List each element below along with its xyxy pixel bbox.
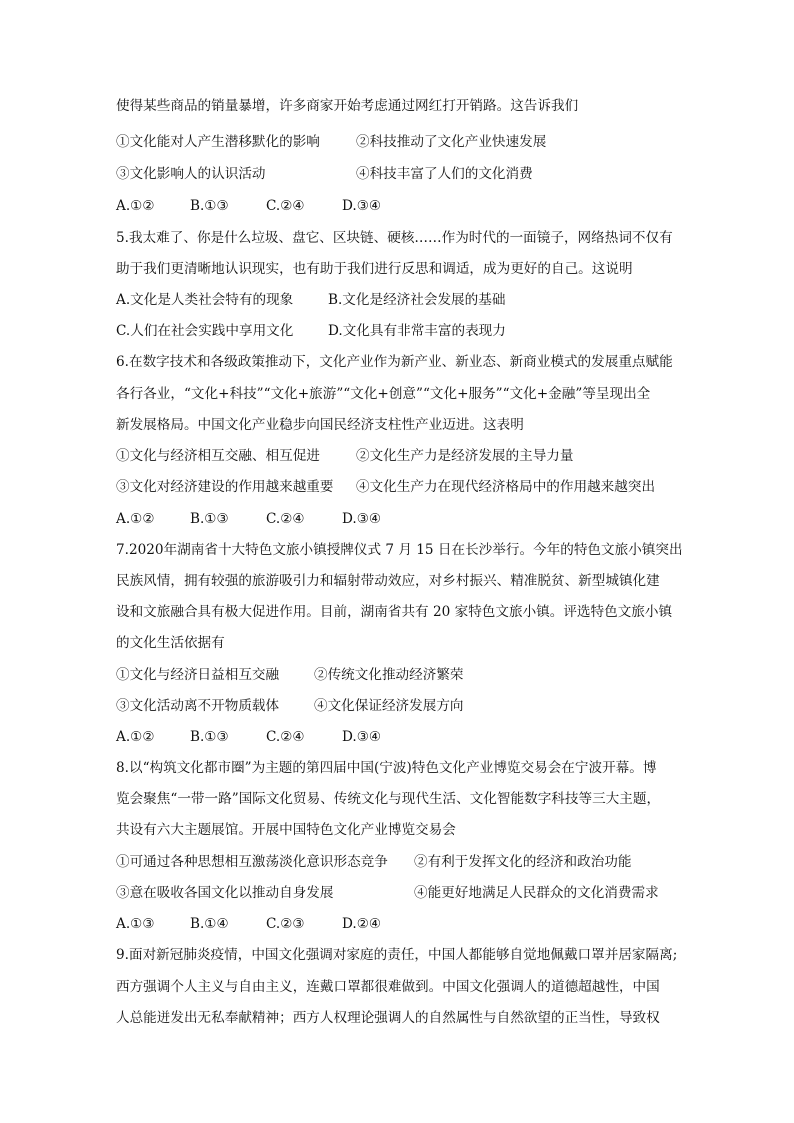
q6-choice-d: D.③④ — [342, 511, 382, 527]
q7-choice-a: A.①② — [116, 729, 155, 745]
q9-stem-line-1: 9.面对新冠肺炎疫情，中国文化强调对家庭的责任，中国人都能够自觉地佩戴口罩并居家隔离; — [116, 947, 678, 963]
q4-option-1: ①文化能对人产生潜移默化的影响 — [116, 134, 320, 150]
q9-stem-line-3: 人总能迸发出无私奉献精神；西方人权理论强调人的自然属性与自然欲望的正当性，导致权 — [116, 1010, 660, 1026]
q7-stem-line-4: 的文化生活依据有 — [116, 635, 225, 651]
q6-option-1: ①文化与经济相互交融、相互促进 — [116, 448, 320, 464]
q5-stem-line-1: 5.我太难了、你是什么垃圾、盘它、区块链、硬核……作为时代的一面镜子，网络热词不仅有 — [116, 230, 673, 246]
q8-option-3: ③意在吸收各国文化以推动自身发展 — [116, 885, 334, 901]
q6-option-3: ③文化对经济建设的作用越来越重要 — [116, 479, 334, 495]
q7-stem-line-1: 7.2020年湖南省十大特色文旅小镇授牌仪式 7 月 15 日在长沙举行。今年的特色文旅小镇突出 — [116, 542, 683, 558]
q6-option-2: ②文化生产力是经济发展的主导力量 — [356, 448, 574, 464]
q7-stem-line-3: 设和文旅融合具有极大促进作用。目前，湖南省共有 20 家特色文旅小镇。评选特色文旅小镇 — [116, 604, 673, 620]
q8-option-2: ②有利于发挥文化的经济和政治功能 — [414, 854, 632, 870]
q8-choice-b: B.①④ — [190, 916, 229, 932]
q7-option-1: ①文化与经济日益相互交融 — [116, 667, 280, 683]
q5-option-a: A.文化是人类社会特有的现象 — [116, 292, 294, 308]
q8-choice-d: D.②④ — [342, 916, 382, 932]
q4-choice-c: C.②④ — [266, 198, 305, 214]
q5-option-c: C.人们在社会实践中享用文化 — [116, 323, 294, 339]
q8-stem-line-3: 共设有六大主题展馆。开展中国特色文化产业博览交易会 — [116, 822, 456, 838]
q7-option-2: ②传统文化推动经济繁荣 — [314, 667, 464, 683]
q6-stem-line-1: 6.在数字技术和各级政策推动下，文化产业作为新产业、新业态、新商业模式的发展重点赋能 — [116, 354, 673, 370]
q8-stem-line-1: 8.以“构筑文化都市圈”为主题的第四届中国(宁波)特色文化产业博览交易会在宁波开幕。博 — [116, 760, 657, 776]
q8-choice-c: C.②③ — [266, 916, 305, 932]
q4-choice-d: D.③④ — [342, 198, 382, 214]
q6-stem-line-2: 各行各业，“文化+科技”“文化+旅游”“文化+创意”“文化+服务”“文化+金融”等呈现出全 — [116, 386, 651, 402]
q4-option-2: ②科技推动了文化产业快速发展 — [356, 134, 547, 150]
q5-option-d: D.文化具有非常丰富的表现力 — [328, 323, 506, 339]
q8-choice-a: A.①③ — [116, 916, 155, 932]
q4-choice-b: B.①③ — [190, 198, 229, 214]
q7-choice-b: B.①③ — [190, 729, 229, 745]
q5-stem-line-2: 助于我们更清晰地认识现实，也有助于我们进行反思和调适，成为更好的自己。这说明 — [116, 261, 633, 277]
q7-choice-d: D.③④ — [342, 729, 382, 745]
q6-choice-b: B.①③ — [190, 511, 229, 527]
q7-choice-c: C.②④ — [266, 729, 305, 745]
q7-option-4: ④文化保证经济发展方向 — [314, 698, 464, 714]
q4-stem-tail: 使得某些商品的销量暴增，许多商家开始考虑通过网红打开销路。这告诉我们 — [116, 98, 579, 114]
q4-option-4: ④科技丰富了人们的文化消费 — [356, 166, 533, 182]
q6-choice-a: A.①② — [116, 511, 155, 527]
q5-option-b: B.文化是经济社会发展的基础 — [328, 292, 506, 308]
q6-option-4: ④文化生产力在现代经济格局中的作用越来越突出 — [356, 479, 656, 495]
q6-stem-line-3: 新发展格局。中国文化产业稳步向国民经济支柱性产业迈进。这表明 — [116, 417, 524, 433]
q4-choice-a: A.①② — [116, 198, 155, 214]
q7-stem-line-2: 民族风情，拥有较强的旅游吸引力和辐射带动效应，对乡村振兴、精准脱贫、新型城镇化建 — [116, 573, 660, 589]
q6-choice-c: C.②④ — [266, 511, 305, 527]
q4-option-3: ③文化影响人的认识活动 — [116, 166, 266, 182]
q8-stem-line-2: 览会聚焦“一带一路”国际文化贸易、传统文化与现代生活、文化智能数字科技等三大主题， — [116, 791, 661, 807]
q7-option-3: ③文化活动离不开物质载体 — [116, 698, 280, 714]
q8-option-4: ④能更好地满足人民群众的文化消费需求 — [414, 885, 659, 901]
q8-option-1: ①可通过各种思想相互激荡淡化意识形态竞争 — [116, 854, 388, 870]
q9-stem-line-2: 西方强调个人主义与自由主义，连戴口罩都很难做到。中国文化强调人的道德超越性，中国 — [116, 979, 660, 995]
